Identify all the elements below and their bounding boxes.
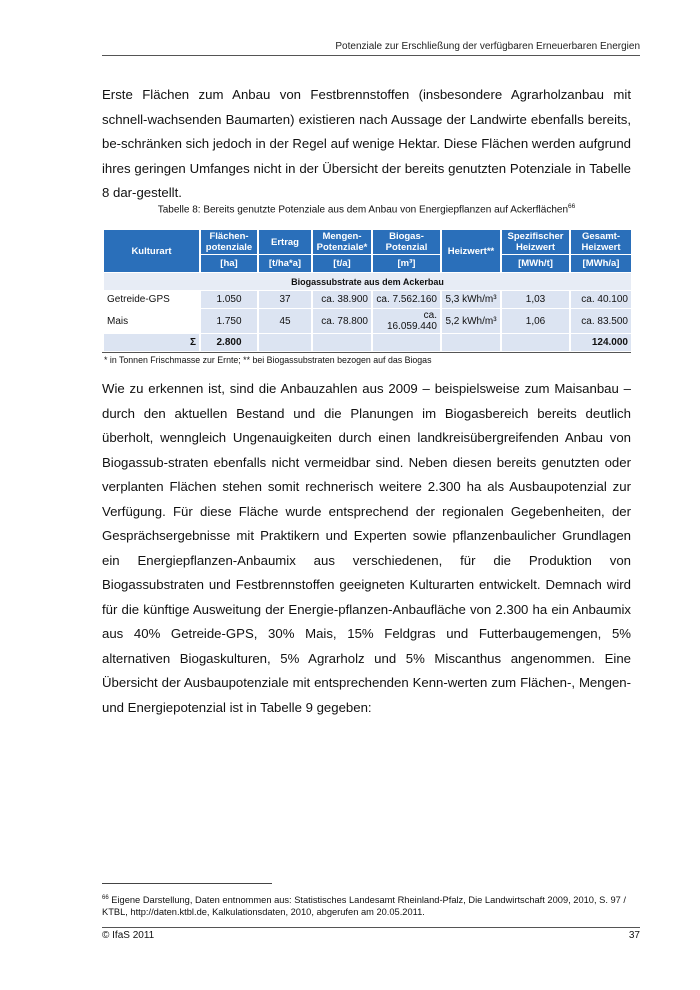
footnote xyxy=(102,892,632,918)
cell-spez: 1,06 xyxy=(502,309,569,333)
sum-empty xyxy=(259,334,311,351)
main-paragraph xyxy=(102,377,631,720)
table-caption-text: Tabelle 8: Bereits genutzte Potenziale aus dem Anbau von Energiepflanzen auf Ackerflächen xyxy=(157,204,569,216)
cell-kulturart: Getreide-GPS xyxy=(104,291,199,308)
cell-flaechen: 1.050 xyxy=(201,291,257,308)
running-header: Potenziale zur Erschließung der verfügbaren Erneuerbaren Energien xyxy=(335,41,640,52)
footnote-text: Eigene Darstellung, Daten entnommen aus: Statistisches Landesamt Rheinland-Pfalz, Die Landwirtschaft 2009, 2010, S. 97 / KTBL, http://daten.ktbl.de, Kalkulationsdaten, 2010, abgerufen am 20.05.2011. xyxy=(102,895,627,918)
footnote-number: 66 xyxy=(102,895,109,901)
table-header-row xyxy=(104,230,631,254)
cell-kulturart: Mais xyxy=(104,309,199,333)
table-note-rule xyxy=(102,352,631,353)
header-flaechen: Flächen-potenziale xyxy=(201,230,257,254)
footnote-rule xyxy=(102,883,272,884)
cell-flaechen: 1.750 xyxy=(201,309,257,333)
sum-gesamt: 124.000 xyxy=(571,334,631,351)
unit-flaechen: [ha] xyxy=(201,255,257,272)
unit-biogas: [m³] xyxy=(373,255,440,272)
sum-empty xyxy=(502,334,569,351)
table-subheader-row xyxy=(104,273,631,290)
cell-biogas: ca. 7.562.160 xyxy=(373,291,440,308)
page-number: 37 xyxy=(628,930,640,941)
cell-heizwert: 5,2 kWh/m³ xyxy=(442,309,500,333)
sum-flaechen: 2.800 xyxy=(201,334,257,351)
cell-mengen: ca. 78.800 xyxy=(313,309,371,333)
potential-table xyxy=(102,229,633,352)
cell-ertrag: 37 xyxy=(259,291,311,308)
cell-mengen: ca. 38.900 xyxy=(313,291,371,308)
header-spez: Spezifischer Heizwert xyxy=(502,230,569,254)
footer-rule xyxy=(102,927,640,928)
header-rule xyxy=(102,55,640,56)
table-note: * in Tonnen Frischmasse zur Ernte; ** bei Biogassubstraten bezogen auf das Biogas xyxy=(104,355,432,365)
header-ertrag: Ertrag xyxy=(259,230,311,254)
cell-ertrag: 45 xyxy=(259,309,311,333)
header-heizwert: Heizwert** xyxy=(442,230,500,272)
cell-heizwert: 5,3 kWh/m³ xyxy=(442,291,500,308)
cell-gesamt: ca. 83.500 xyxy=(571,309,631,333)
footer-copyright: © IfaS 2011 xyxy=(102,930,155,941)
header-kulturart: Kulturart xyxy=(104,230,199,272)
cell-spez: 1,03 xyxy=(502,291,569,308)
main-text: Wie zu erkennen ist, sind die Anbauzahlen aus 2009 – beispielsweise zum Maisanbau – durch den aktuellen Bestand und die Planungen im Biogasbereich bereits deutlich überholt, wenngleich Ungenauigkeiten durch einen landkreisübergreifenden Anbau von Biogassub-straten ebenfalls nicht vermeidbar sind. Neben diesen bereits genutzten oder verplanten Flächen stehen somit rechnerisch weitere 2.300 ha als Ausbaupotenzial zur Verfügung. Für diese Fläche wurde entsprechend der regionalen Gegebenheiten, der Gesprächsergebnisse mit Praktikern und Experten sowie pflanzenbaulicher Grundlagen ein Energiepflanzen-Anbaumix aus verschiedenen, für die Produktion von Biogassubstraten und Festbrennstoffen geeigneten Kulturarten entwickelt. Demnach wird für die künftige Ausweitung der Energie-pflanzen-Anbaufläche von 2.300 ha ein Anbaumix aus 40% Getreide-GPS, 30% Mais, 15% Feldgras und Futterbaugemengen, 5% alternativen Biogaskulturen, 5% Agrarholz und 5% Miscanthus angenommen. Eine Übersicht der Ausbaupotenziale mit entsprechenden Kenn-werten zum Flächen-, Mengen- und Energiepotenzial ist in Tabelle 9 gegeben: xyxy=(102,381,631,715)
intro-text: Erste Flächen zum Anbau von Festbrennstoffen (insbesondere Agrarholzanbau mit schnell-wachsenden Baumarten) existieren nach Aussage der Landwirte ebenfalls bereits, be-schränken sich jedoch in der Regel auf wenige Hektar. Diese Flächen werden aufgrund ihres geringen Umfanges nicht in der Übersicht der bereits genutzten Potenziale in Tabelle 8 dar-gestellt. xyxy=(102,87,631,200)
header-biogas: Biogas-Potenzial xyxy=(373,230,440,254)
table-row xyxy=(104,291,631,308)
sum-symbol: Σ xyxy=(104,334,199,351)
sum-empty xyxy=(373,334,440,351)
cell-gesamt: ca. 40.100 xyxy=(571,291,631,308)
table-caption xyxy=(102,203,631,215)
table-row xyxy=(104,309,631,333)
intro-paragraph xyxy=(102,83,631,206)
sum-empty xyxy=(313,334,371,351)
cell-biogas: ca. 16.059.440 xyxy=(373,309,440,333)
unit-mengen: [t/a] xyxy=(313,255,371,272)
header-gesamt: Gesamt-Heizwert xyxy=(571,230,631,254)
table-caption-footnote-ref: 66 xyxy=(568,203,576,210)
unit-spez: [MWh/t] xyxy=(502,255,569,272)
sum-empty xyxy=(442,334,500,351)
header-mengen: Mengen-Potenziale* xyxy=(313,230,371,254)
table-subheader: Biogassubstrate aus dem Ackerbau xyxy=(104,273,631,290)
table-sum-row xyxy=(104,334,631,351)
unit-gesamt: [MWh/a] xyxy=(571,255,631,272)
unit-ertrag: [t/ha*a] xyxy=(259,255,311,272)
